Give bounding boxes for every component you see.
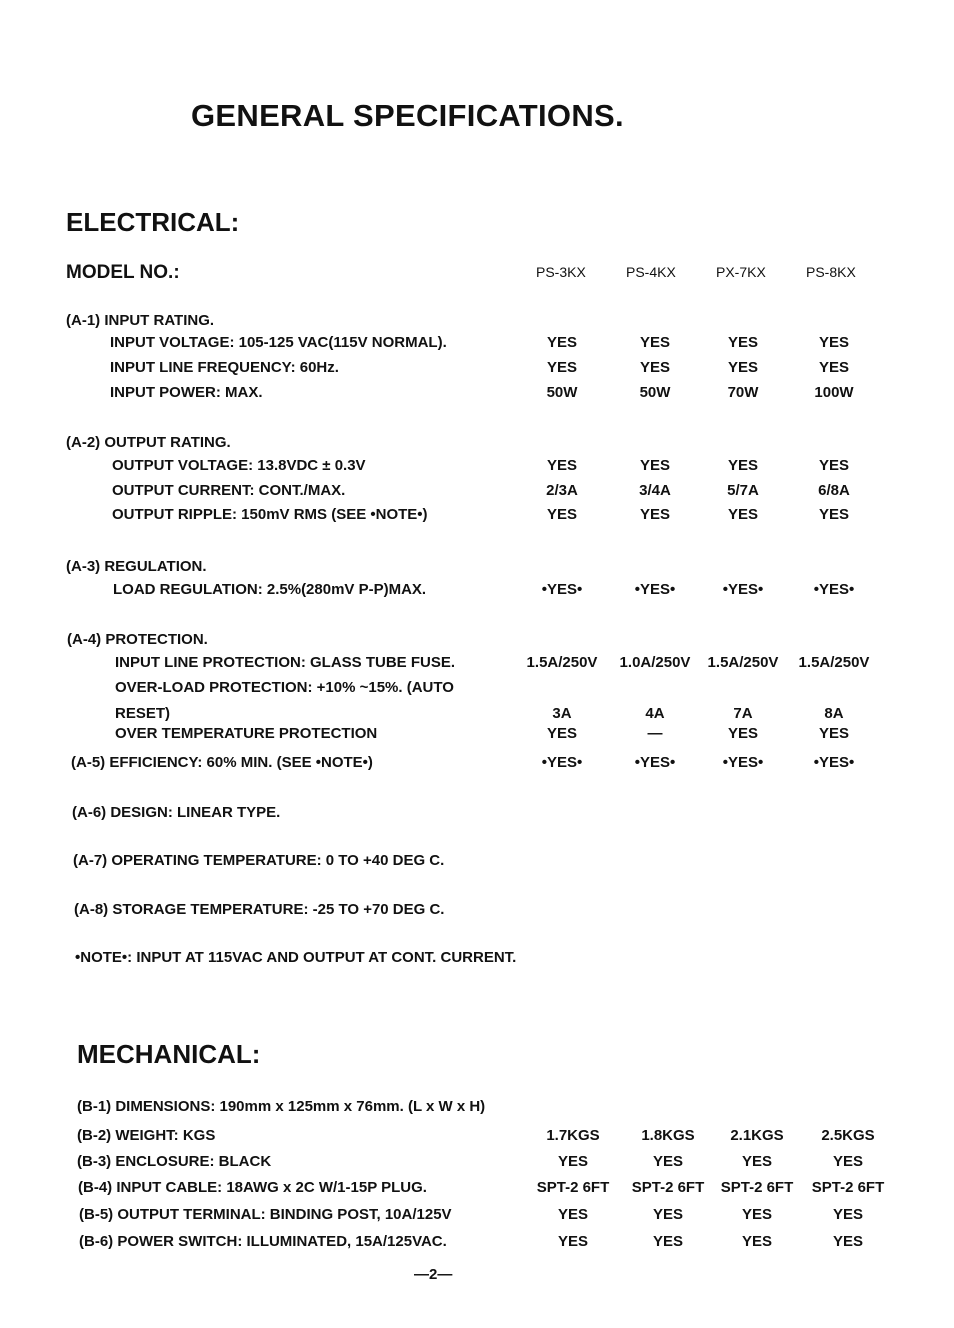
spec-label: (A-7) OPERATING TEMPERATURE: 0 TO +40 DEG C. [73,852,445,869]
spec-value: 2.1KGS [730,1127,784,1144]
spec-row [0,433,954,455]
spec-value: 1.5A/250V [707,654,779,671]
spec-label: (A-1) INPUT RATING. [66,312,215,329]
spec-label: (A-5) EFFICIENCY: 60% MIN. (SEE •NOTE•) [71,754,373,771]
spec-row [0,1205,954,1227]
spec-value: YES [832,1233,864,1250]
spec-value: YES [652,1153,684,1170]
spec-value: 1.5A/250V [798,654,870,671]
spec-value: •YES• [541,754,583,771]
spec-label: INPUT LINE PROTECTION: GLASS TUBE FUSE. [115,654,456,671]
spec-label: (A-4) PROTECTION. [67,631,208,648]
page-number: —2— [414,1266,453,1283]
spec-row [0,481,954,503]
spec-label: (B-1) DIMENSIONS: 190mm x 125mm x 76mm. (L x W x H) [77,1098,486,1115]
spec-row [0,724,954,746]
spec-value: •YES• [722,581,764,598]
spec-value: 4A [645,705,665,722]
mechanical-heading: MECHANICAL: [77,1039,261,1069]
spec-value: SPT-2 6FT [811,1179,885,1196]
spec-label: INPUT POWER: MAX. [110,384,263,401]
spec-row [0,851,954,873]
spec-value: 50W [546,384,578,401]
spec-value: 8A [824,705,844,722]
spec-value: YES [741,1153,773,1170]
spec-value: YES [818,334,850,351]
model-number-label: MODEL NO.: [66,262,180,283]
spec-row [0,383,954,405]
spec-value: 1.5A/250V [526,654,598,671]
spec-row [0,580,954,602]
spec-value: YES [818,725,850,742]
spec-value: YES [818,506,850,523]
spec-value: •YES• [634,581,676,598]
spec-value: YES [818,457,850,474]
spec-label: (A-3) REGULATION. [66,558,207,575]
spec-label: OVER TEMPERATURE PROTECTION [115,725,378,742]
spec-row [0,653,954,675]
page-title: GENERAL SPECIFICATIONS. [191,98,624,133]
spec-value: YES [832,1153,864,1170]
spec-value: 7A [733,705,753,722]
spec-row [0,1232,954,1254]
spec-row [0,358,954,380]
spec-value: 5/7A [727,482,759,499]
spec-label: LOAD REGULATION: 2.5%(280mV P-P)MAX. [113,581,427,598]
spec-row [0,557,954,579]
spec-row [0,630,954,652]
spec-value: 1.7KGS [546,1127,600,1144]
spec-row [0,948,954,970]
spec-value: YES [727,457,759,474]
spec-value: YES [557,1206,589,1223]
spec-label: INPUT LINE FREQUENCY: 60Hz. [110,359,339,376]
spec-value: •YES• [813,754,855,771]
spec-value: YES [639,457,671,474]
electrical-heading: ELECTRICAL: [66,207,240,237]
spec-value: SPT-2 6FT [536,1179,610,1196]
spec-value: YES [546,506,578,523]
spec-row [0,456,954,478]
spec-value: •YES• [541,581,583,598]
spec-label: OUTPUT VOLTAGE: 13.8VDC ± 0.3V [112,457,366,474]
spec-value: YES [546,457,578,474]
spec-value: 1.8KGS [641,1127,695,1144]
spec-label: (B-3) ENCLOSURE: BLACK [77,1153,272,1170]
spec-row [0,333,954,355]
spec-row [0,505,954,527]
spec-value: 3A [552,705,572,722]
spec-value: YES [546,725,578,742]
spec-label: OUTPUT CURRENT: CONT./MAX. [112,482,346,499]
spec-value: YES [639,359,671,376]
spec-value: 3/4A [639,482,671,499]
spec-row [0,1097,954,1119]
spec-label: (B-2) WEIGHT: KGS [77,1127,216,1144]
spec-label: (B-5) OUTPUT TERMINAL: BINDING POST, 10A/125V [79,1206,452,1223]
spec-value: YES [546,359,578,376]
spec-row [0,704,954,726]
spec-value: •YES• [813,581,855,598]
spec-label: OVER-LOAD PROTECTION: +10% ~15%. (AUTO [115,679,454,696]
spec-label: (A-2) OUTPUT RATING. [66,434,231,451]
spec-row [0,803,954,825]
spec-label: (B-6) POWER SWITCH: ILLUMINATED, 15A/125VAC. [79,1233,447,1250]
spec-value: 50W [639,384,671,401]
spec-value: YES [546,334,578,351]
spec-value: 100W [814,384,854,401]
spec-value: YES [818,359,850,376]
spec-value: •YES• [634,754,676,771]
spec-row [0,1178,954,1200]
spec-value: YES [741,1206,773,1223]
spec-row [0,678,954,700]
spec-value: YES [727,359,759,376]
spec-row [0,753,954,775]
spec-value: YES [727,725,759,742]
spec-label: OUTPUT RIPPLE: 150mV RMS (SEE •NOTE•) [112,506,428,523]
spec-value: 6/8A [818,482,850,499]
spec-value: YES [639,506,671,523]
spec-value: 2/3A [546,482,578,499]
spec-value: YES [652,1233,684,1250]
spec-row [0,1126,954,1148]
spec-value: YES [639,334,671,351]
spec-value: YES [557,1153,589,1170]
model-header: PS-3KX [536,264,586,280]
spec-value: YES [741,1233,773,1250]
spec-value: — [647,725,663,742]
spec-label: RESET) [115,705,171,722]
spec-value: 2.5KGS [821,1127,875,1144]
spec-value: YES [557,1233,589,1250]
spec-value: 1.0A/250V [619,654,691,671]
spec-value: •YES• [722,754,764,771]
spec-value: 70W [727,384,759,401]
spec-value: YES [727,506,759,523]
spec-value: SPT-2 6FT [720,1179,794,1196]
spec-value: YES [652,1206,684,1223]
spec-label: (B-4) INPUT CABLE: 18AWG x 2C W/1-15P PLUG. [78,1179,427,1196]
spec-value: SPT-2 6FT [631,1179,705,1196]
spec-value: YES [832,1206,864,1223]
spec-value: YES [727,334,759,351]
spec-row [0,1152,954,1174]
spec-row [0,900,954,922]
model-header: PS-4KX [626,264,676,280]
spec-label: INPUT VOLTAGE: 105-125 VAC(115V NORMAL). [110,334,447,351]
spec-label: (A-6) DESIGN: LINEAR TYPE. [72,804,281,821]
spec-label: •NOTE•: INPUT AT 115VAC AND OUTPUT AT CONT. CURRENT. [75,949,517,966]
spec-label: (A-8) STORAGE TEMPERATURE: -25 TO +70 DEG C. [74,901,445,918]
model-header: PX-7KX [716,264,766,280]
model-header: PS-8KX [806,264,856,280]
spec-row [0,311,954,333]
